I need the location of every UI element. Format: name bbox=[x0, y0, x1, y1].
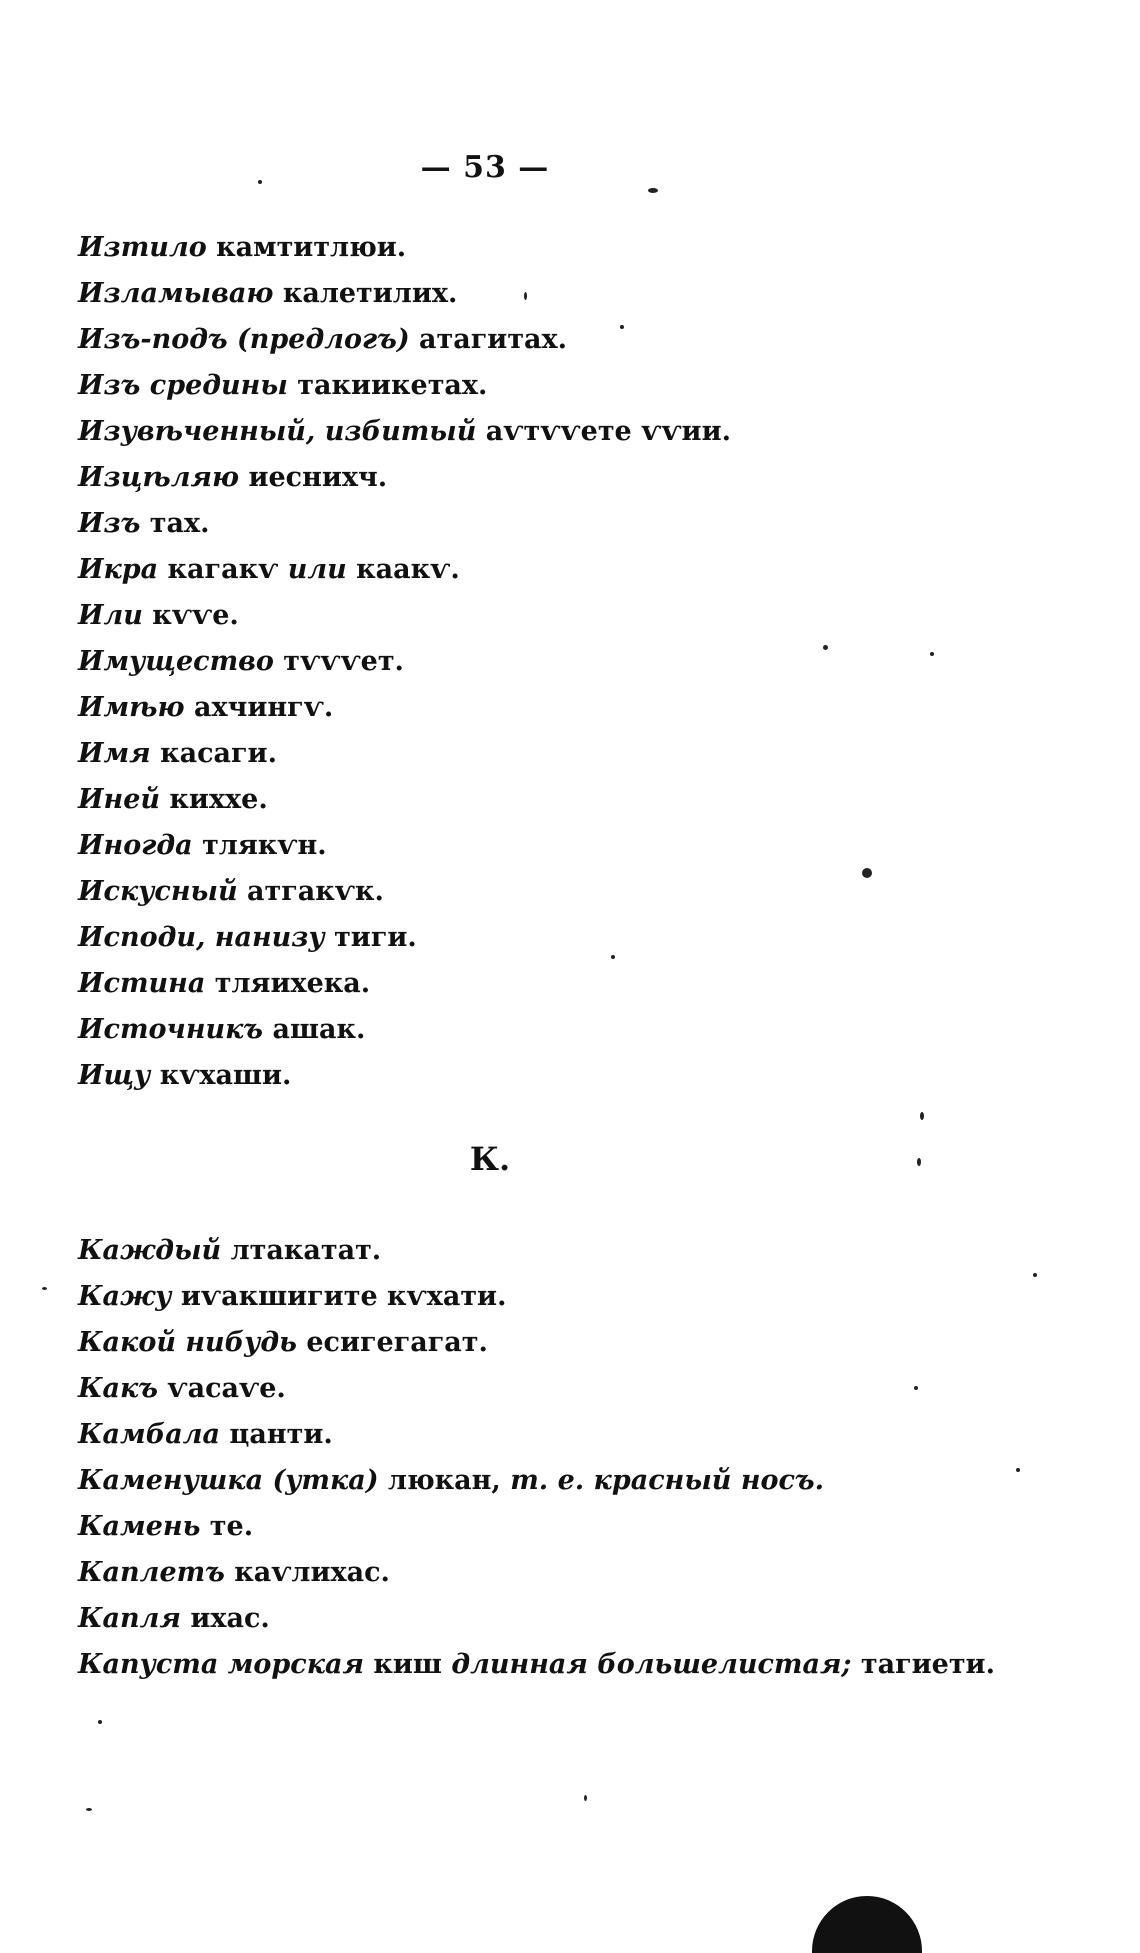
entry-translation: киш bbox=[364, 1649, 452, 1680]
entry-translation: тиги. bbox=[324, 922, 417, 953]
scan-speck bbox=[584, 1795, 587, 1801]
dictionary-entry bbox=[78, 1274, 978, 1320]
entry-translation: ахчингѵ. bbox=[184, 692, 334, 723]
dictionary-entry bbox=[78, 1504, 978, 1550]
scan-speck bbox=[920, 1112, 924, 1120]
entry-translation: касаги. bbox=[150, 738, 277, 769]
scan-speck bbox=[917, 1158, 921, 1166]
dictionary-entry bbox=[78, 1642, 995, 1688]
dictionary-entry bbox=[78, 823, 978, 869]
dictionary-entry bbox=[78, 501, 978, 547]
entry-translation: цанти. bbox=[219, 1419, 333, 1450]
scan-speck bbox=[611, 955, 615, 959]
scan-speck bbox=[930, 652, 934, 656]
entry-translation: лтакатат. bbox=[221, 1235, 382, 1266]
dictionary-entry bbox=[78, 1320, 978, 1366]
entry-headword: Капуста морская bbox=[78, 1649, 364, 1680]
entry-headword: Изцѣляю bbox=[78, 462, 240, 493]
entry-headword: Каждый bbox=[78, 1235, 222, 1266]
entry-headword: Иногда bbox=[78, 830, 193, 861]
entry-translation: атгакѵк. bbox=[237, 876, 384, 907]
entry-headword: Искусный bbox=[78, 876, 238, 907]
dictionary-entry bbox=[78, 1596, 978, 1642]
entry-headword: Имя bbox=[78, 738, 151, 769]
entry-translation: иѵакшигите кѵхати. bbox=[171, 1281, 507, 1312]
entry-note: т. е. красный носъ. bbox=[510, 1465, 824, 1496]
entry-translation: иеснихч. bbox=[239, 462, 388, 493]
dictionary-entry bbox=[78, 225, 978, 271]
entry-headword: Каменушка (утка) bbox=[78, 1465, 379, 1496]
entry-translation: кагакѵ bbox=[158, 554, 288, 585]
entry-translation: кѵхаши. bbox=[150, 1060, 292, 1091]
dictionary-entry bbox=[78, 639, 978, 685]
dictionary-entry bbox=[78, 1458, 978, 1504]
dictionary-entry bbox=[78, 317, 978, 363]
entry-translation: те. bbox=[200, 1511, 254, 1542]
entry-translation: атагитах. bbox=[409, 324, 568, 355]
scan-speck bbox=[823, 645, 828, 650]
scan-speck bbox=[86, 1808, 92, 1811]
entry-headword: Изъ-подъ (предлогъ) bbox=[78, 324, 410, 355]
dictionary-entry bbox=[78, 363, 978, 409]
entry-headword: Иcпoди, нанизу bbox=[78, 922, 325, 953]
entry-headword: Изувѣченный, избитый bbox=[78, 416, 477, 447]
entry-translation-alt: каакѵ. bbox=[346, 554, 460, 585]
dictionary-entry bbox=[78, 777, 978, 823]
scan-speck bbox=[42, 1287, 47, 1290]
entry-headword: Изъ bbox=[78, 508, 141, 539]
entry-headword: Имущество bbox=[78, 646, 274, 677]
entry-translation: есигегагат. bbox=[296, 1327, 488, 1358]
entry-translation: кихxе. bbox=[160, 784, 268, 815]
scan-speck bbox=[914, 1386, 918, 1390]
entry-headword: Какъ bbox=[78, 1373, 158, 1404]
dictionary-entries-i bbox=[78, 225, 978, 1099]
entry-headword: Камбала bbox=[78, 1419, 220, 1450]
dictionary-entry bbox=[78, 1007, 978, 1053]
entry-headword: Какой нибудь bbox=[78, 1327, 297, 1358]
dictionary-entry bbox=[78, 455, 978, 501]
ink-blot bbox=[812, 1896, 922, 1953]
dictionary-entry bbox=[78, 1228, 978, 1274]
entry-headword: Изъ средины bbox=[78, 370, 288, 401]
entry-translation: люкан, bbox=[378, 1465, 511, 1496]
entry-translation: каѵлихас. bbox=[224, 1557, 390, 1588]
entry-headword: Икра bbox=[78, 554, 159, 585]
entry-translation: ашак. bbox=[263, 1014, 366, 1045]
entry-headword: Иней bbox=[78, 784, 161, 815]
dictionary-entry bbox=[78, 593, 978, 639]
dictionary-entry bbox=[78, 547, 978, 593]
entry-headword: Имѣю bbox=[78, 692, 185, 723]
entry-headword: Изламываю bbox=[78, 278, 274, 309]
entry-translation: калетилих. bbox=[273, 278, 458, 309]
entry-connector: или bbox=[287, 554, 347, 585]
dictionary-entry bbox=[78, 731, 978, 777]
section-letter-heading: К. bbox=[469, 1140, 511, 1178]
scan-speck bbox=[98, 1720, 102, 1724]
dictionary-entry bbox=[78, 271, 978, 317]
dictionary-entry bbox=[78, 1550, 978, 1596]
entry-headword: Камень bbox=[78, 1511, 201, 1542]
entry-headword: Ищу bbox=[78, 1060, 151, 1091]
dictionary-entry bbox=[78, 685, 978, 731]
dictionary-entry bbox=[78, 1366, 978, 1412]
scan-speck bbox=[862, 868, 872, 878]
scan-speck bbox=[1016, 1468, 1020, 1472]
entry-translation-alt: тагиети. bbox=[851, 1649, 995, 1680]
scan-speck bbox=[258, 180, 262, 184]
entry-headword: Капля bbox=[78, 1603, 181, 1634]
dictionary-entries-k bbox=[78, 1228, 995, 1688]
entry-headword: Каплетъ bbox=[78, 1557, 225, 1588]
scan-speck bbox=[620, 325, 624, 329]
dictionary-entry bbox=[78, 1053, 978, 1099]
entry-translation: тѵѵѵет. bbox=[273, 646, 404, 677]
entry-translation: тлякѵн. bbox=[192, 830, 327, 861]
entry-translation: ѵасаѵе. bbox=[157, 1373, 286, 1404]
dictionary-entry bbox=[78, 915, 978, 961]
scan-speck bbox=[524, 292, 527, 300]
dictionary-entry bbox=[78, 409, 978, 455]
entry-headword: Изтило bbox=[78, 232, 207, 263]
entry-translation: тляихека. bbox=[205, 968, 371, 999]
entry-headword: Источникъ bbox=[78, 1014, 264, 1045]
dictionary-entry bbox=[78, 961, 978, 1007]
scan-speck bbox=[648, 188, 658, 193]
entry-qualifier: длинная большелистая; bbox=[451, 1649, 852, 1680]
entry-translation: ихас. bbox=[180, 1603, 270, 1634]
entry-translation: камтитлюи. bbox=[206, 232, 407, 263]
entry-headword: Истина bbox=[78, 968, 206, 999]
entry-translation: кѵѵе. bbox=[142, 600, 239, 631]
entry-translation: такиикетах. bbox=[287, 370, 488, 401]
entry-headword: Или bbox=[78, 600, 143, 631]
page-number: — 53 — bbox=[420, 150, 550, 185]
dictionary-entry bbox=[78, 1412, 978, 1458]
entry-headword: Кажу bbox=[78, 1281, 172, 1312]
scan-speck bbox=[1033, 1273, 1037, 1277]
entry-translation: аѵтѵѵете ѵѵии. bbox=[476, 416, 732, 447]
dictionary-entry bbox=[78, 869, 978, 915]
entry-translation: тах. bbox=[140, 508, 210, 539]
